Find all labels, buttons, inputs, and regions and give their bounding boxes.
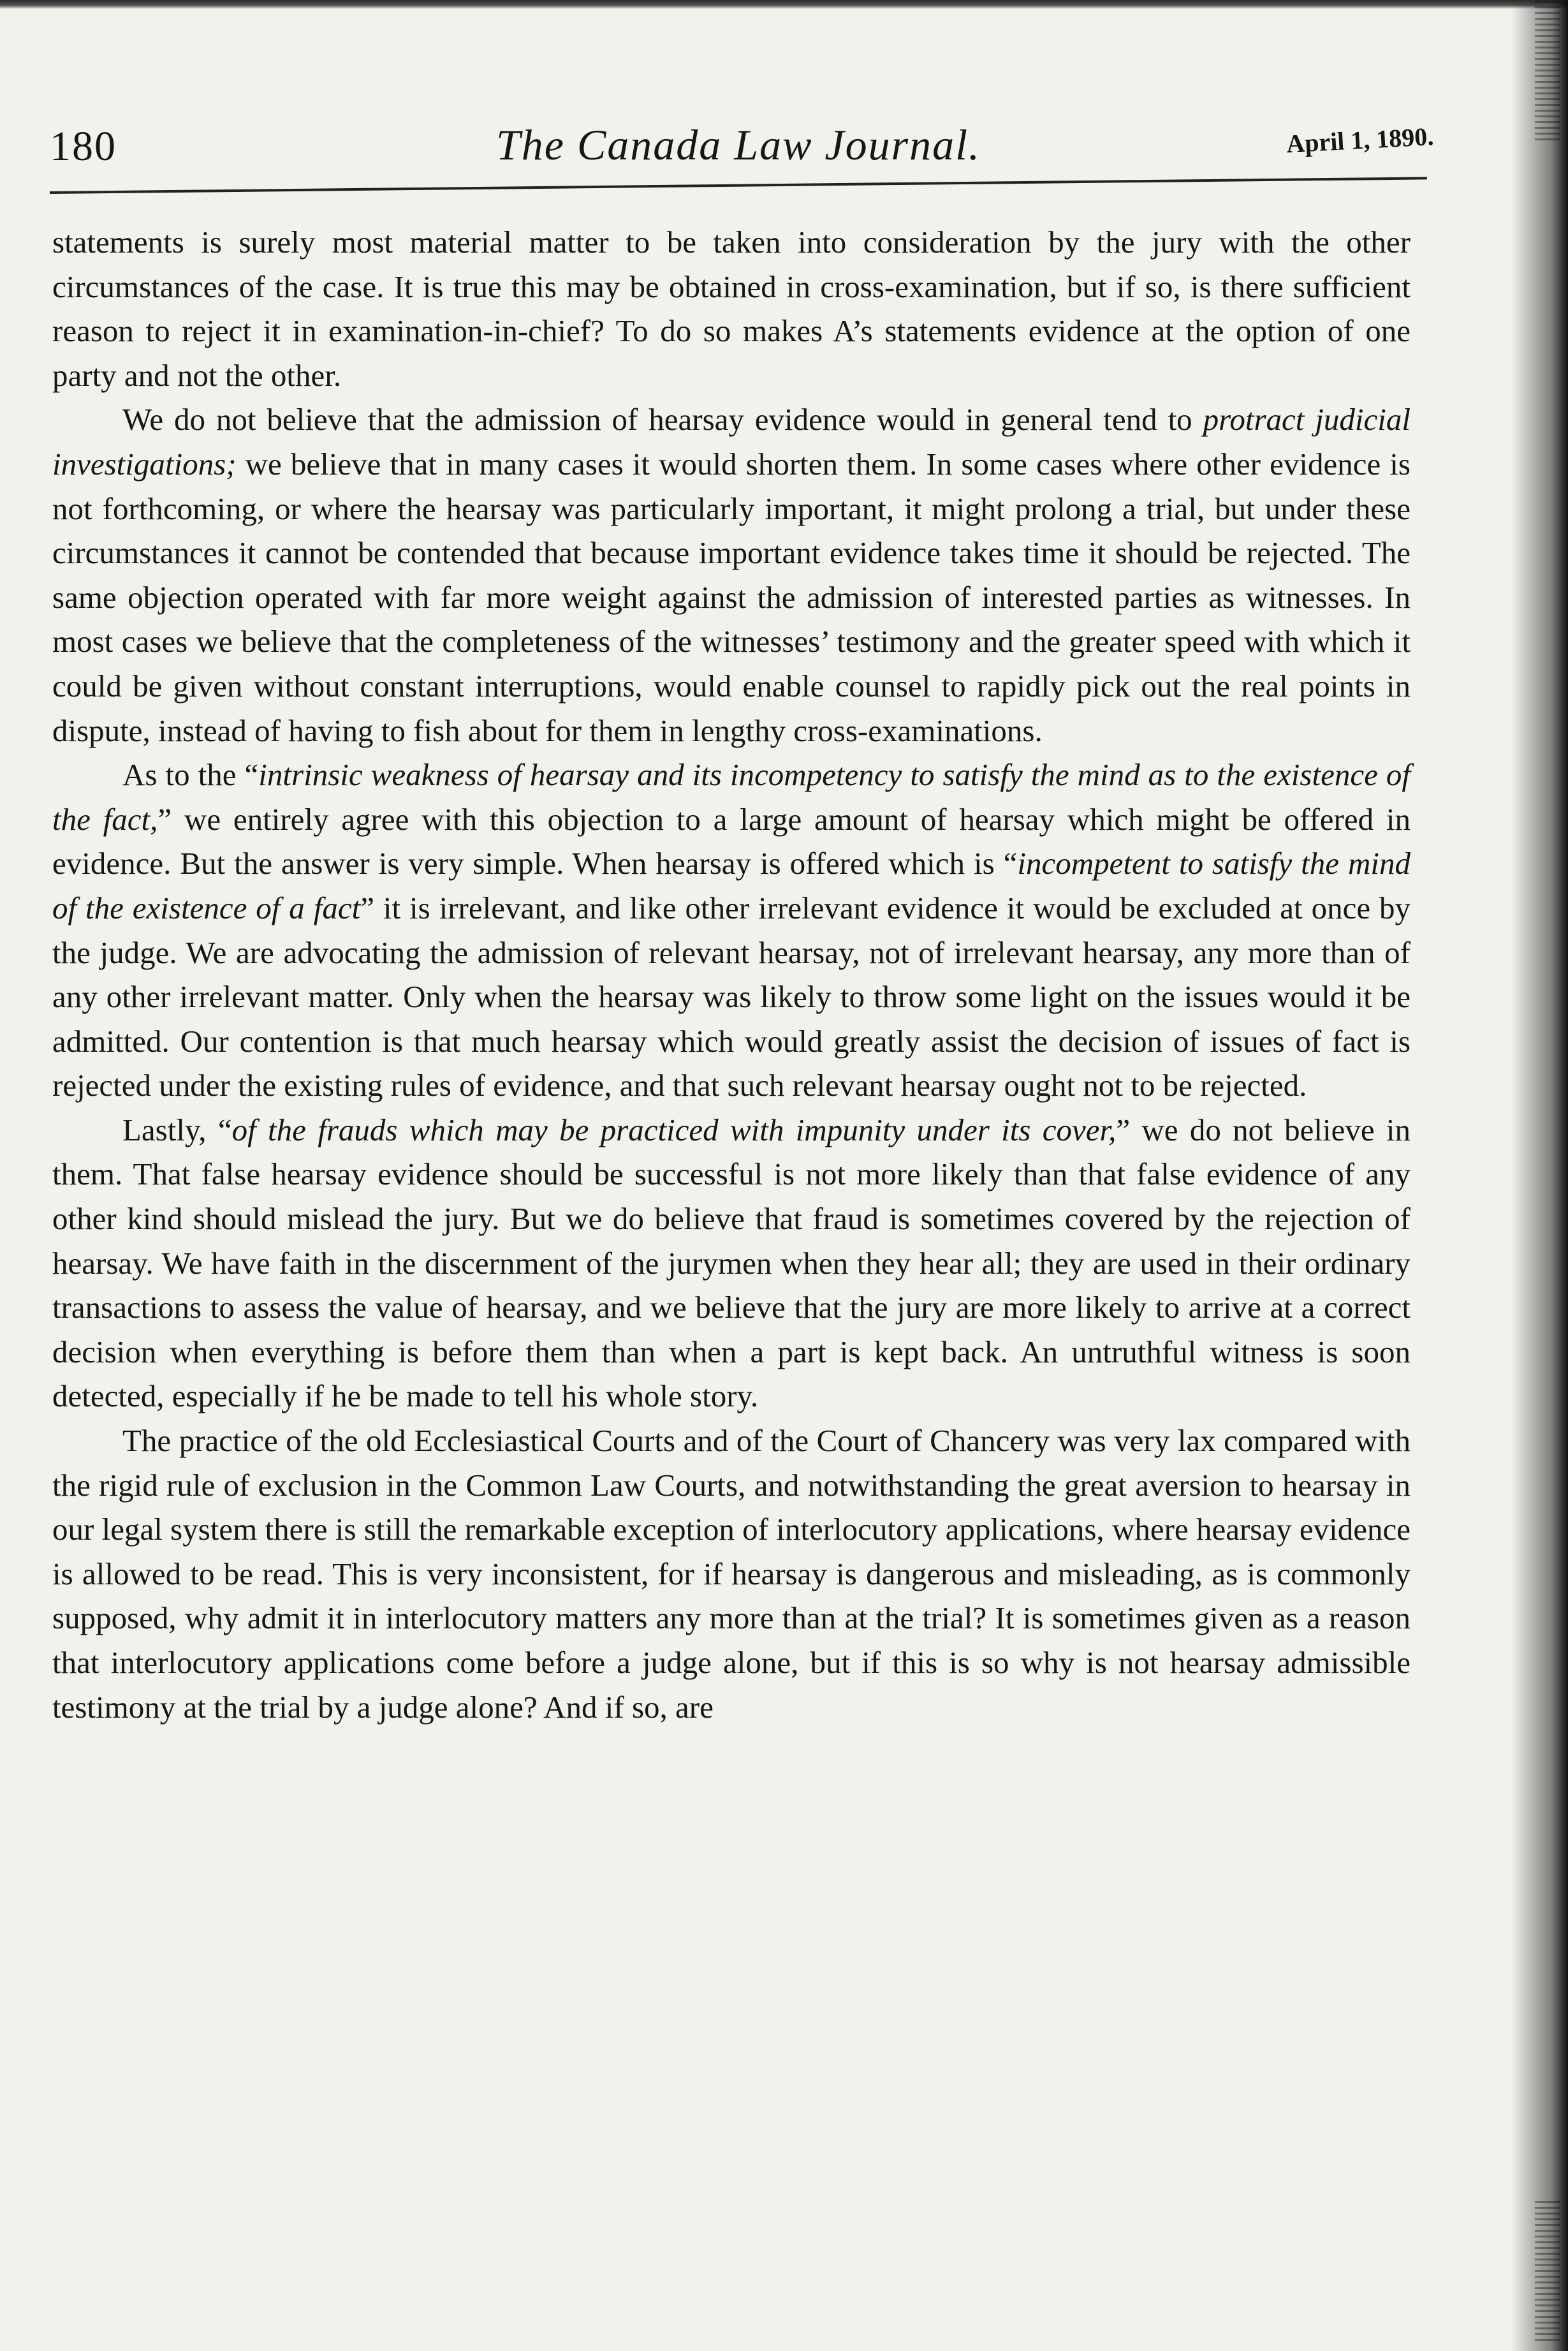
running-title: The Canada Law Journal. [495, 121, 981, 169]
paragraph-1-text: statements is surely most material matter to be taken into consideration by the jury with the other circumstances of the case. It is true this may be obtained in cross-examination, but if so, is there sufficient reason to reject it in examination-in-chief? To do so makes A’s statements evidence at the option of one party and not the other. [52, 225, 1410, 393]
paragraph-3-text-middle: ” we entirely agree with this objection to a large amount of hearsay which might be offered in evidence. But the answer is very simple. When hearsay is offered which is “ [52, 801, 1411, 881]
paragraph-4-quoted-objection: of the frauds which may be practiced with impunity under its cover, [231, 1112, 1117, 1147]
scan-right-edge-shadow [1511, 0, 1568, 2351]
paragraph-3-quoted-objection: intrinsic weakness of hearsay and its incompetency to satisfy the mind as to the existence of the fact, [52, 757, 1410, 837]
article-body [52, 220, 1410, 1729]
header-rule [50, 177, 1427, 194]
page-number: 180 [50, 123, 117, 170]
paragraph-4 [52, 1108, 1410, 1419]
paragraph-3-text-start: As to the “ [122, 757, 259, 793]
paragraph-1 [52, 220, 1410, 397]
paragraph-2-text-start: We do not believe that the admission of hearsay evidence would in general tend to [122, 402, 1203, 438]
scan-speckle-top [1535, 0, 1560, 140]
issue-date: April 1, 1890. [1286, 122, 1435, 159]
paragraph-2-text-end: we believe that in many cases it would shorten them. In some cases where other evidence is not forthcoming, or where the hearsay was particularly important, it might prolong a trial, but under these circumstances it cannot be contended that because important evidence takes time it should be rejected. The same objection operated with far more weight against the admission of interested parties as witnesses. In most cases we believe that the completeness of the witnesses’ testimony and the greater speed with which it could be given without constant interruptions, would enable counsel to rapidly pick out the real points in dispute, instead of having to fish about for them in lengthy cross-examinations. [52, 446, 1410, 748]
page-header [50, 108, 1435, 179]
paragraph-5 [52, 1419, 1410, 1729]
paragraph-3-quoted-phrase: incompetent to satisfy the mind of the existence of a fact [52, 846, 1410, 925]
paragraph-3-text-end: ” it is irrelevant, and like other irrelevant evidence it would be excluded at once by the judge. We are advocating the admission of relevant hearsay, not of irrelevant hearsay, any more than of any other irrelevant matter. Only when the hearsay was likely to throw some light on the issues would it be admitted. Our contention is that much hearsay which would greatly assist the decision of issues of fact is rejected under the existing rules of evidence, and that such relevant hearsay ought not to be rejected. [52, 890, 1410, 1103]
scan-top-border [0, 0, 1568, 9]
paragraph-4-text-start: Lastly, “ [122, 1112, 232, 1147]
paragraph-2-quoted-objection: protract judicial investigations; [52, 402, 1410, 482]
paragraph-5-text: The practice of the old Ecclesiastical Courts and of the Court of Chancery was very lax compared with the rigid rule of exclusion in the Common Law Courts, and notwithstanding the great aversion to hearsay in our legal system there is still the remarkable exception of interlocutory applications, where hearsay evidence is allowed to be read. This is very inconsistent, for if hearsay is dangerous and misleading, as is commonly supposed, why admit it in interlocutory matters any more than at the trial? It is sometimes given as a reason that interlocutory applications come before a judge alone, but if this is so why is not hearsay admissible testimony at the trial by a judge alone? And if so, are [52, 1423, 1410, 1725]
paragraph-3 [52, 753, 1410, 1108]
paragraph-4-text-end: ” we do not believe in them. That false hearsay evidence should be successful is not more likely than that false evidence of any other kind should mislead the jury. But we do believe that fraud is sometimes covered by the rejection of hearsay. We have faith in the discernment of the jurymen when they hear all; they are used in their ordinary transactions to assess the value of hearsay, and we believe that the jury are more likely to arrive at a correct decision when everything is before them than when a part is kept back. An untruthful witness is soon detected, especially if he be made to tell his whole story. [52, 1112, 1410, 1414]
scan-speckle-bottom [1535, 2200, 1560, 2341]
paragraph-2 [52, 397, 1410, 753]
